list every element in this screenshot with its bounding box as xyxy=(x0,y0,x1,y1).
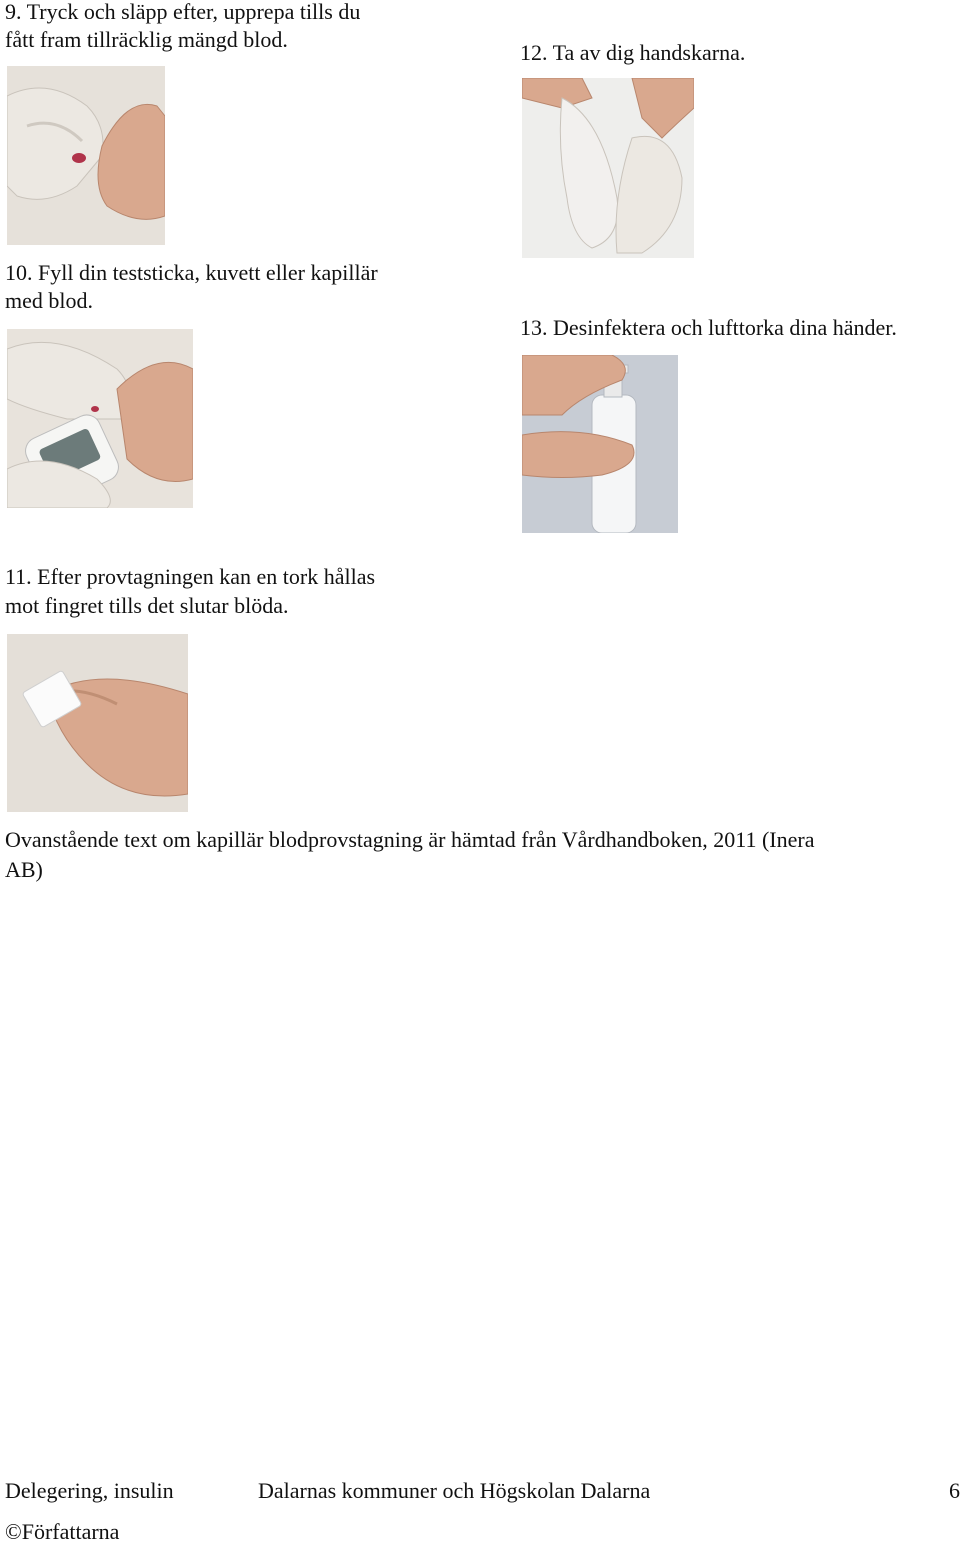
step-10-line-2: med blod. xyxy=(5,288,93,313)
source-note-line-2: AB) xyxy=(5,857,43,882)
glucose-meter-photo xyxy=(7,329,193,508)
step-9-line-2: fått fram tillräcklig mängd blod. xyxy=(5,27,288,52)
footer-copyright: ©Författarna xyxy=(5,1519,120,1544)
step-11-line-2: mot fingret tills det slutar blöda. xyxy=(5,593,289,618)
step-9-line-1: 9. Tryck och släpp efter, upprepa tills du xyxy=(5,0,361,24)
removing-gloves-photo xyxy=(522,78,694,258)
step-12-line-1: 12. Ta av dig handskarna. xyxy=(520,40,746,65)
source-note-line-1: Ovanstående text om kapillär blodprovstagning är hämtad från Vårdhandboken, 2011 (Inera xyxy=(5,827,815,852)
footer-center: Dalarnas kommuner och Högskolan Dalarna xyxy=(258,1478,651,1503)
swab-on-finger-photo xyxy=(7,634,188,812)
hand-disinfectant-photo xyxy=(522,355,678,533)
finger-squeeze-photo xyxy=(7,66,165,245)
step-10-line-1: 10. Fyll din teststicka, kuvett eller kapillär xyxy=(5,260,378,285)
step-11-line-1: 11. Efter provtagningen kan en tork hållas xyxy=(5,564,376,589)
step-13-line-1: 13. Desinfektera och lufttorka dina händer. xyxy=(520,315,897,340)
footer-left: Delegering, insulin xyxy=(5,1478,174,1503)
page-number: 6 xyxy=(949,1478,960,1503)
